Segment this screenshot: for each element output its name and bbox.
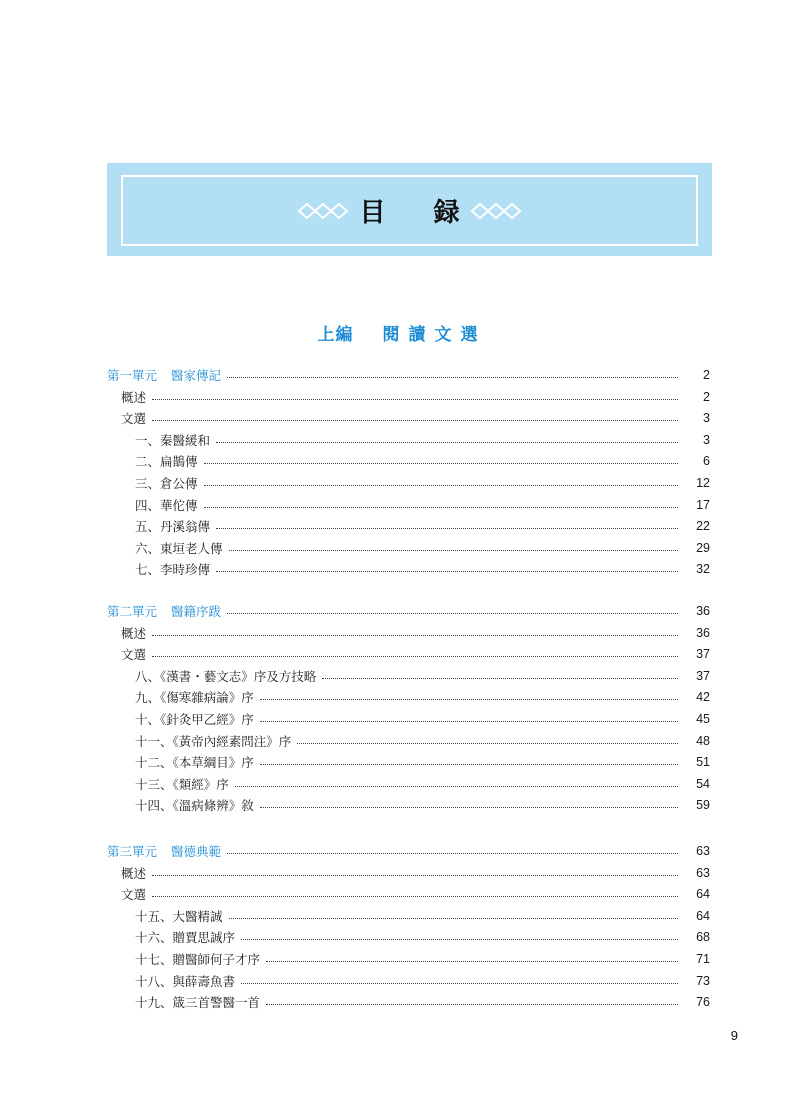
dot-leader bbox=[204, 462, 678, 464]
toc-label: 十四、《溫病條辨》敘 bbox=[135, 798, 254, 814]
toc-page-number: 17 bbox=[696, 497, 710, 512]
toc-page-number: 76 bbox=[696, 995, 710, 1010]
unit-title: 醫德典範 bbox=[171, 844, 222, 859]
dot-leader bbox=[216, 441, 678, 443]
toc-label: 十五、大醫精誠 bbox=[135, 908, 223, 924]
dot-leader bbox=[227, 852, 678, 854]
toc-label: 二、扁鵲傳 bbox=[135, 454, 198, 470]
toc-page-number: 6 bbox=[703, 454, 710, 469]
dot-leader bbox=[266, 960, 678, 962]
title-banner-frame bbox=[121, 175, 698, 246]
dot-leader bbox=[227, 376, 678, 378]
toc-entry-row[interactable] bbox=[0, 709, 800, 729]
dot-leader bbox=[260, 698, 678, 700]
diamond-ornament-right-icon bbox=[470, 201, 522, 221]
toc-page-number: 36 bbox=[696, 625, 710, 640]
toc-entry-row[interactable] bbox=[0, 927, 800, 947]
toc-label: 三、倉公傳 bbox=[135, 476, 198, 491]
toc-page-number: 48 bbox=[696, 733, 710, 748]
dot-leader bbox=[235, 785, 678, 787]
unit-number: 第三單元 bbox=[107, 844, 158, 859]
toc-label bbox=[107, 602, 221, 620]
toc-entry-row[interactable] bbox=[0, 473, 800, 493]
dot-leader bbox=[260, 720, 678, 722]
dot-leader bbox=[152, 634, 678, 636]
toc-section-row[interactable] bbox=[0, 408, 800, 428]
toc-page-number: 2 bbox=[703, 368, 710, 382]
toc-page-number: 64 bbox=[696, 887, 710, 902]
dot-leader bbox=[152, 874, 678, 876]
toc-page-number: 37 bbox=[696, 647, 710, 662]
toc-label: 八、《漢書・藝文志》序及方技略 bbox=[135, 668, 317, 684]
toc-page-number: 32 bbox=[696, 562, 710, 577]
dot-leader bbox=[216, 527, 678, 529]
toc-entry-row[interactable] bbox=[0, 687, 800, 707]
toc-label bbox=[107, 842, 221, 860]
toc-page-number: 64 bbox=[696, 908, 710, 923]
toc-entry-row[interactable] bbox=[0, 430, 800, 450]
toc-label: 文選 bbox=[121, 411, 147, 427]
toc-entry-row[interactable] bbox=[0, 666, 800, 686]
toc-label bbox=[107, 366, 221, 384]
dot-leader bbox=[229, 917, 678, 919]
part-label: 上編 bbox=[317, 325, 354, 345]
unit-title: 醫家傳記 bbox=[171, 368, 222, 383]
toc-label: 文選 bbox=[121, 887, 147, 903]
toc-label: 十二、《本草綱目》序 bbox=[135, 755, 254, 771]
toc-entry-row[interactable] bbox=[0, 971, 800, 991]
toc-page-number: 63 bbox=[696, 865, 710, 880]
toc-unit-row[interactable] bbox=[0, 601, 800, 621]
toc-page-number: 36 bbox=[696, 604, 710, 618]
toc-entry-row[interactable] bbox=[0, 906, 800, 926]
toc-label: 文選 bbox=[121, 647, 147, 663]
toc-unit-row[interactable] bbox=[0, 365, 800, 385]
toc-label: 十、《針灸甲乙經》序 bbox=[135, 712, 254, 727]
dot-leader bbox=[266, 1003, 678, 1005]
diamond-ornament-left-icon bbox=[297, 201, 349, 221]
toc-page-number: 59 bbox=[696, 798, 710, 813]
dot-leader bbox=[227, 612, 678, 614]
toc-page-number: 71 bbox=[696, 952, 710, 966]
page-number: 9 bbox=[730, 1028, 738, 1043]
toc-entry-row[interactable] bbox=[0, 949, 800, 969]
toc-label: 概述 bbox=[121, 625, 147, 641]
banner-title bbox=[297, 192, 521, 229]
toc-page-number: 54 bbox=[696, 776, 710, 791]
toc-page-number: 37 bbox=[696, 668, 710, 683]
toc-section-row[interactable] bbox=[0, 623, 800, 643]
toc-section-row[interactable] bbox=[0, 863, 800, 883]
dot-leader bbox=[216, 570, 678, 572]
toc-entry-row[interactable] bbox=[0, 451, 800, 471]
dot-leader bbox=[260, 806, 678, 808]
page-title-char-2: 録 bbox=[433, 198, 460, 228]
dot-leader bbox=[204, 484, 678, 486]
toc-entry-row[interactable] bbox=[0, 538, 800, 558]
dot-leader bbox=[241, 938, 678, 940]
toc-page-number: 68 bbox=[696, 930, 710, 945]
toc-page-number: 2 bbox=[703, 389, 710, 404]
toc-section-row[interactable] bbox=[0, 387, 800, 407]
toc-page-number: 12 bbox=[696, 476, 710, 490]
toc-label: 七、李時珍傳 bbox=[135, 562, 211, 578]
toc-label: 四、華佗傳 bbox=[135, 497, 198, 513]
unit-number: 第二單元 bbox=[107, 604, 158, 619]
toc-label: 十一、《黃帝內經素問注》序 bbox=[135, 733, 292, 749]
dot-leader bbox=[322, 677, 678, 679]
toc-label: 十九、箴三首警醫一首 bbox=[135, 995, 261, 1011]
toc-entry-row[interactable] bbox=[0, 495, 800, 515]
toc-label: 十六、贈賈思誠序 bbox=[135, 930, 236, 946]
toc-page-number: 45 bbox=[696, 712, 710, 726]
toc-label: 十七、贈醫師何子才序 bbox=[135, 952, 261, 967]
toc-section-row[interactable] bbox=[0, 644, 800, 664]
part-title: 閱 讀 文 選 bbox=[382, 325, 479, 345]
toc-page-number: 3 bbox=[703, 411, 710, 426]
toc-page-number: 22 bbox=[696, 519, 710, 534]
title-banner bbox=[107, 163, 712, 256]
toc-page-number: 42 bbox=[696, 690, 710, 705]
dot-leader bbox=[297, 742, 678, 744]
dot-leader bbox=[152, 895, 678, 897]
toc-page-number: 51 bbox=[696, 755, 710, 770]
dot-leader bbox=[241, 982, 678, 984]
toc-label: 一、秦醫緩和 bbox=[135, 432, 211, 448]
toc-section-row[interactable] bbox=[0, 884, 800, 904]
dot-leader bbox=[152, 419, 678, 421]
page-title-char-1: 目 bbox=[359, 198, 386, 228]
dot-leader bbox=[152, 655, 678, 657]
toc-page-number: 29 bbox=[696, 540, 710, 555]
dot-leader bbox=[152, 398, 678, 400]
toc-entry-row[interactable] bbox=[0, 559, 800, 579]
unit-number: 第一單元 bbox=[107, 368, 158, 383]
toc-label: 十三、《類經》序 bbox=[135, 776, 229, 792]
dot-leader bbox=[229, 549, 678, 551]
part-heading bbox=[0, 320, 800, 345]
toc-entry-row[interactable] bbox=[0, 992, 800, 1012]
toc-page-number: 73 bbox=[696, 973, 710, 988]
toc-label: 十八、與薛壽魚書 bbox=[135, 973, 236, 989]
unit-title: 醫籍序跋 bbox=[171, 604, 222, 619]
toc-label: 五、丹溪翁傳 bbox=[135, 519, 211, 535]
toc-label: 六、東垣老人傳 bbox=[135, 540, 223, 556]
toc-page-number: 63 bbox=[696, 844, 710, 858]
toc-label: 概述 bbox=[121, 389, 147, 405]
toc-entry-row[interactable] bbox=[0, 731, 800, 751]
dot-leader bbox=[260, 763, 678, 765]
toc-entry-row[interactable] bbox=[0, 752, 800, 772]
toc-unit-row[interactable] bbox=[0, 841, 800, 861]
toc-page-number: 3 bbox=[703, 432, 710, 447]
toc-label: 概述 bbox=[121, 865, 147, 881]
toc-label: 九、《傷寒雜病論》序 bbox=[135, 690, 254, 706]
toc-entry-row[interactable] bbox=[0, 795, 800, 815]
toc-entry-row[interactable] bbox=[0, 516, 800, 536]
dot-leader bbox=[204, 506, 678, 508]
toc-entry-row[interactable] bbox=[0, 774, 800, 794]
